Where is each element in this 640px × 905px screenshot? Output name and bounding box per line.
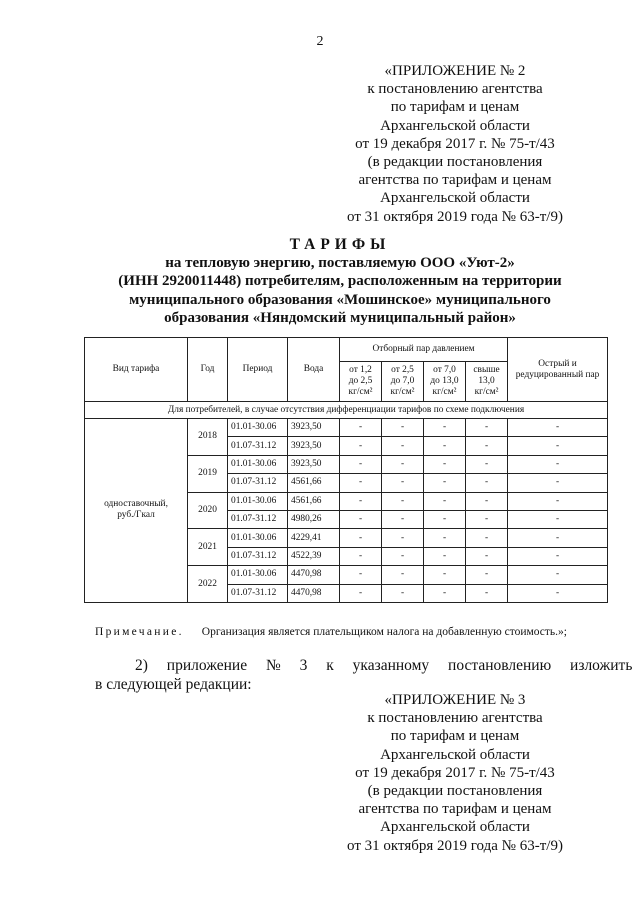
steam-cell: - bbox=[382, 474, 424, 492]
water-cell: 3923,50 bbox=[288, 419, 340, 437]
appendix-2-header bbox=[330, 62, 580, 226]
appendix-line: Архангельской области bbox=[380, 117, 530, 134]
header-steam-col: от 7,0 до 13,0 кг/см² bbox=[424, 362, 466, 402]
sharp-cell: - bbox=[508, 455, 608, 473]
appendix-line: (в редакции постановления bbox=[367, 154, 543, 171]
sharp-cell: - bbox=[508, 474, 608, 492]
steam-cell: - bbox=[466, 474, 508, 492]
sharp-cell: - bbox=[508, 547, 608, 565]
amendment-paragraph bbox=[95, 656, 633, 694]
steam-cell: - bbox=[382, 566, 424, 584]
steam-cell: - bbox=[466, 584, 508, 602]
steam-cell: - bbox=[466, 547, 508, 565]
header-year: Год bbox=[188, 338, 228, 402]
appendix-line: от 19 декабря 2017 г. № 75-т/43 bbox=[355, 135, 555, 152]
period-cell: 01.07-31.12 bbox=[228, 510, 288, 528]
steam-cell: - bbox=[466, 492, 508, 510]
period-cell: 01.01-30.06 bbox=[228, 455, 288, 473]
water-cell: 4980,26 bbox=[288, 510, 340, 528]
table-note bbox=[95, 626, 567, 638]
period-cell: 01.01-30.06 bbox=[228, 492, 288, 510]
appendix-line: агентства по тарифам и ценам bbox=[358, 172, 552, 189]
header-period: Период bbox=[228, 338, 288, 402]
water-cell: 4470,98 bbox=[288, 566, 340, 584]
steam-cell: - bbox=[424, 437, 466, 455]
appendix-line: Архангельской области bbox=[380, 746, 530, 763]
paragraph-line: в следующей редакции: bbox=[95, 676, 252, 693]
steam-cell: - bbox=[424, 419, 466, 437]
steam-cell: - bbox=[382, 584, 424, 602]
appendix-line: «ПРИЛОЖЕНИЕ № 2 bbox=[384, 63, 526, 79]
year-cell: 2019 bbox=[188, 455, 228, 492]
steam-cell: - bbox=[424, 566, 466, 584]
steam-cell: - bbox=[424, 529, 466, 547]
appendix-line: Архангельской области bbox=[380, 190, 530, 207]
steam-cell: - bbox=[340, 492, 382, 510]
title-line: (ИНН 2920011448) потребителям, расположенным на территории bbox=[118, 273, 562, 290]
period-cell: 01.01-30.06 bbox=[228, 566, 288, 584]
section-label: Для потребителей, в случае отсутствия дифференциации тарифов по схеме подключения bbox=[85, 402, 608, 419]
year-cell: 2018 bbox=[188, 419, 228, 456]
steam-cell: - bbox=[382, 419, 424, 437]
appendix-line: (в редакции постановления bbox=[367, 783, 543, 800]
steam-cell: - bbox=[340, 437, 382, 455]
period-cell: 01.01-30.06 bbox=[228, 529, 288, 547]
steam-cell: - bbox=[466, 566, 508, 584]
steam-cell: - bbox=[340, 566, 382, 584]
sharp-cell: - bbox=[508, 419, 608, 437]
steam-cell: - bbox=[466, 419, 508, 437]
paragraph-line: 2) приложение № 3 к указанному постановлению изложить bbox=[135, 657, 633, 674]
steam-cell: - bbox=[340, 547, 382, 565]
sharp-cell: - bbox=[508, 566, 608, 584]
appendix-line: к постановлению агентства bbox=[367, 710, 543, 727]
period-cell: 01.07-31.12 bbox=[228, 547, 288, 565]
steam-cell: - bbox=[466, 437, 508, 455]
steam-cell: - bbox=[424, 474, 466, 492]
steam-cell: - bbox=[424, 584, 466, 602]
appendix-line: от 31 октября 2019 года № 63-т/9) bbox=[347, 208, 563, 225]
water-cell: 4229,41 bbox=[288, 529, 340, 547]
sharp-cell: - bbox=[508, 437, 608, 455]
title-line: муниципального образования «Мошинское» муниципального bbox=[129, 291, 551, 308]
section-row bbox=[85, 402, 608, 419]
steam-cell: - bbox=[340, 529, 382, 547]
steam-cell: - bbox=[382, 510, 424, 528]
water-cell: 4561,66 bbox=[288, 474, 340, 492]
note-text: Организация является плательщиком налога на добавленную стоимость.»; bbox=[201, 626, 568, 638]
year-cell: 2021 bbox=[188, 529, 228, 566]
header-steam-col: от 1,2 до 2,5 кг/см² bbox=[340, 362, 382, 402]
appendix-line: к постановлению агентства bbox=[367, 81, 543, 98]
year-cell: 2022 bbox=[188, 566, 228, 603]
steam-cell: - bbox=[424, 455, 466, 473]
water-cell: 4470,98 bbox=[288, 584, 340, 602]
appendix-line: «ПРИЛОЖЕНИЕ № 3 bbox=[384, 692, 526, 708]
header-steam-col: свыше 13,0 кг/см² bbox=[466, 362, 508, 402]
steam-cell: - bbox=[382, 547, 424, 565]
sharp-cell: - bbox=[508, 584, 608, 602]
water-cell: 4561,66 bbox=[288, 492, 340, 510]
table-row bbox=[85, 419, 608, 437]
steam-cell: - bbox=[340, 510, 382, 528]
tariffs-table bbox=[84, 337, 608, 603]
water-cell: 4522,39 bbox=[288, 547, 340, 565]
steam-cell: - bbox=[382, 529, 424, 547]
note-label: Примечание. bbox=[95, 626, 184, 638]
sharp-cell: - bbox=[508, 492, 608, 510]
steam-cell: - bbox=[382, 437, 424, 455]
steam-cell: - bbox=[382, 455, 424, 473]
appendix-line: по тарифам и ценам bbox=[390, 728, 520, 745]
appendix-line: от 19 декабря 2017 г. № 75-т/43 bbox=[355, 764, 555, 781]
appendix-line: от 31 октября 2019 года № 63-т/9) bbox=[347, 837, 563, 854]
water-cell: 3923,50 bbox=[288, 455, 340, 473]
appendix-line: Архангельской области bbox=[380, 819, 530, 836]
appendix-line: агентства по тарифам и ценам bbox=[358, 801, 552, 818]
tariffs-title bbox=[80, 236, 600, 327]
header-tariff-type: Вид тарифа bbox=[85, 338, 188, 402]
header-sharp-steam: Острый и редуцированный пар bbox=[508, 338, 608, 402]
steam-cell: - bbox=[382, 492, 424, 510]
steam-cell: - bbox=[340, 455, 382, 473]
page-number: 2 bbox=[316, 34, 324, 49]
steam-cell: - bbox=[466, 455, 508, 473]
steam-cell: - bbox=[424, 547, 466, 565]
year-cell: 2020 bbox=[188, 492, 228, 529]
title-line: образования «Няндомский муниципальный район» bbox=[164, 309, 516, 326]
steam-cell: - bbox=[340, 419, 382, 437]
header-water: Вода bbox=[288, 338, 340, 402]
period-cell: 01.07-31.12 bbox=[228, 474, 288, 492]
steam-cell: - bbox=[340, 474, 382, 492]
sharp-cell: - bbox=[508, 510, 608, 528]
title-line: на тепловую энергию, поставляемую ООО «Уют-2» bbox=[165, 255, 515, 272]
header-steam-group: Отборный пар давлением bbox=[340, 338, 508, 362]
period-cell: 01.07-31.12 bbox=[228, 584, 288, 602]
sharp-cell: - bbox=[508, 529, 608, 547]
appendix-3-header bbox=[330, 691, 580, 855]
steam-cell: - bbox=[424, 510, 466, 528]
steam-cell: - bbox=[340, 584, 382, 602]
title-heading: ТАРИФЫ bbox=[289, 236, 391, 253]
header-steam-col: от 2,5 до 7,0 кг/см² bbox=[382, 362, 424, 402]
steam-cell: - bbox=[466, 529, 508, 547]
period-cell: 01.07-31.12 bbox=[228, 437, 288, 455]
steam-cell: - bbox=[424, 492, 466, 510]
water-cell: 3923,50 bbox=[288, 437, 340, 455]
tariff-type-cell: одноставочный, руб./Гкал bbox=[85, 419, 188, 603]
steam-cell: - bbox=[466, 510, 508, 528]
appendix-line: по тарифам и ценам bbox=[390, 99, 520, 116]
period-cell: 01.01-30.06 bbox=[228, 419, 288, 437]
header-row bbox=[85, 338, 608, 362]
